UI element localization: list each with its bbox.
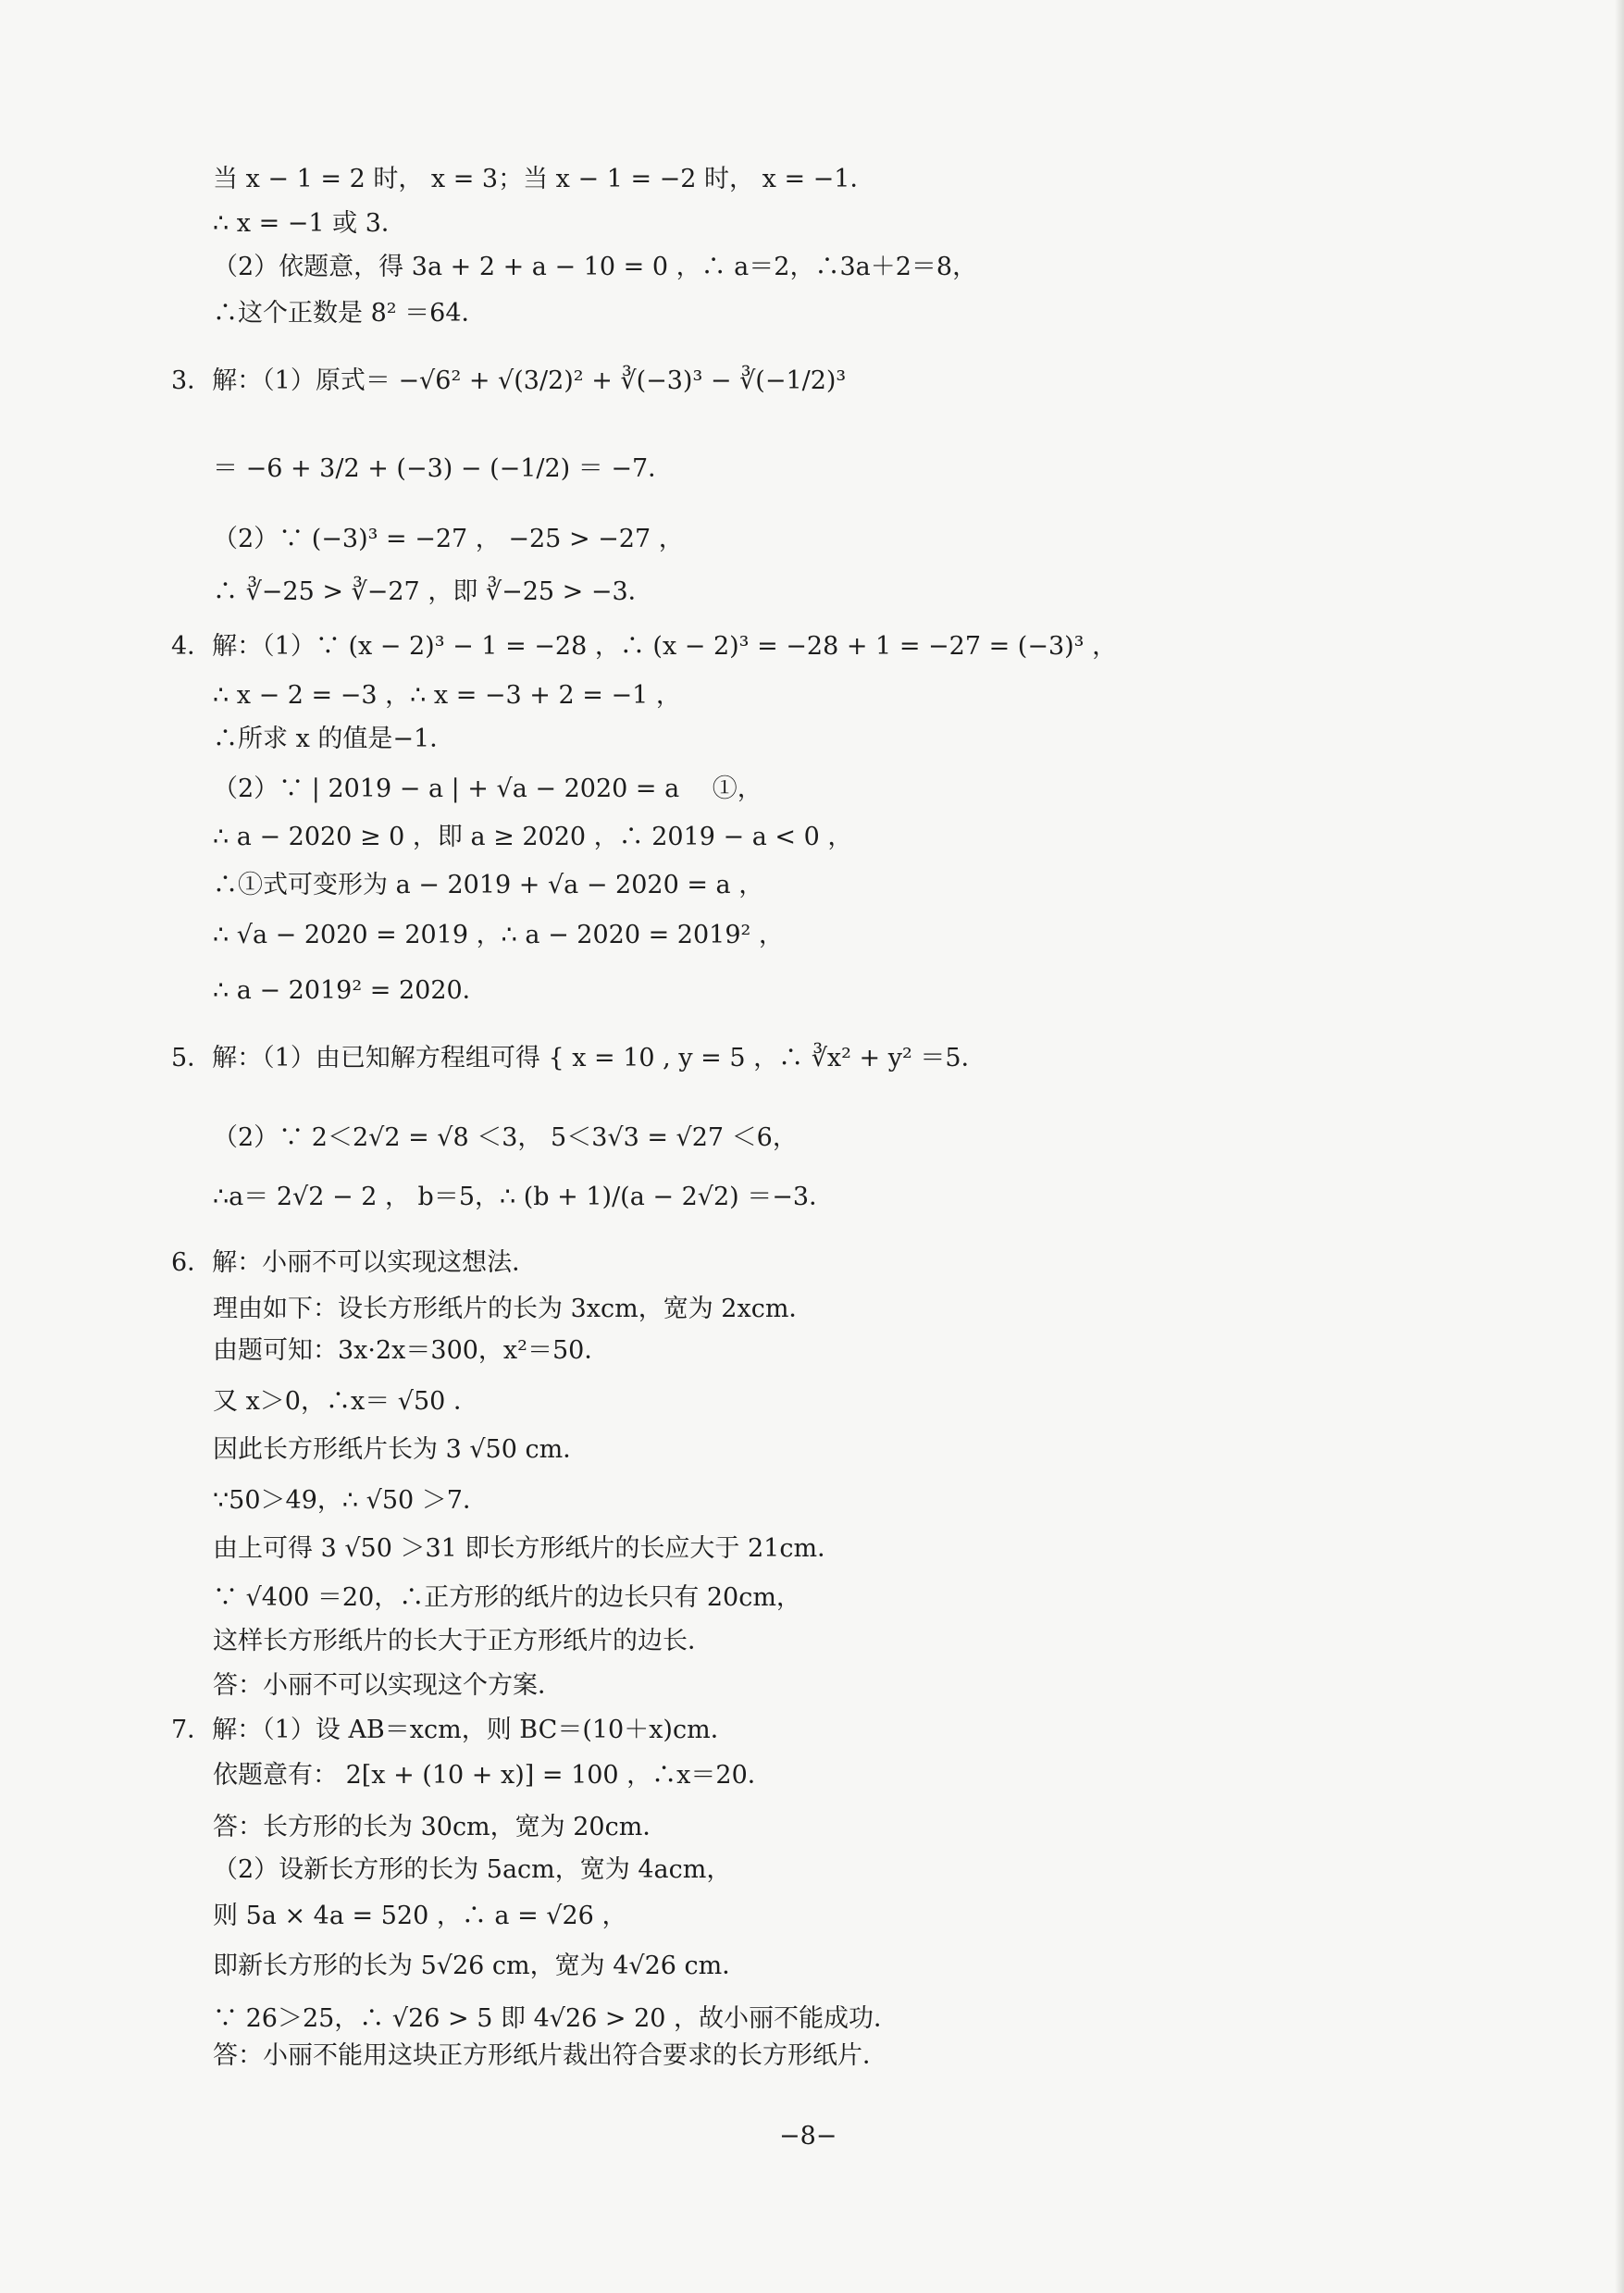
text-line: （2）设新长方形的长为 5acm，宽为 4acm， bbox=[213, 1855, 732, 1884]
text-line: （2）∵ (−3)³ = −27 ， −25 > −27 ， bbox=[213, 525, 684, 553]
text-line: ∴ ∛−25 > ∛−27 ，即 ∛−25 > −3． bbox=[213, 577, 653, 606]
text-line: ∴a＝ 2√2 − 2 ， b＝5，∴ (b + 1)/(a − 2√2) ＝−3． bbox=[213, 1183, 835, 1211]
text-line: 则 5a × 4a = 520 ，∴ a = √26 ， bbox=[213, 1902, 627, 1930]
text-line: 4．解：（1）∵ (x − 2)³ − 1 = −28 ，∴ (x − 2)³ = −28 + 1 = −27 = (−3)³ ， bbox=[171, 632, 1118, 661]
text-line: （2）∵ | 2019 − a | + √a − 2020 = a ①， bbox=[213, 775, 762, 803]
text-line: 由题可知：3x·2x＝300，x²＝50． bbox=[213, 1336, 610, 1365]
text-line: ∴ a − 2019² = 2020． bbox=[213, 976, 488, 1005]
text-line: 这样长方形纸片的长大于正方形纸片的边长． bbox=[213, 1627, 713, 1655]
text-line: 依题意有： 2[x + (10 + x)] = 100 ，∴x＝20． bbox=[213, 1761, 773, 1790]
text-line: ∵ 26＞25，∴ √26 > 5 即 4√26 > 20 ，故小丽不能成功． bbox=[213, 2004, 899, 2033]
text-line: ∵ √400 ＝20，∴正方形的纸片的边长只有 20cm， bbox=[213, 1583, 801, 1612]
text-line: ＝ −6 + 3/2 + (−3) − (−1/2) ＝ −7． bbox=[213, 454, 674, 483]
text-line: ∴ x − 2 = −3 ，∴ x = −3 + 2 = −1 ， bbox=[213, 681, 681, 710]
page-number: −8− bbox=[779, 2122, 837, 2150]
text-line: ∵50＞49，∴ √50 ＞7． bbox=[213, 1486, 488, 1515]
text-line: ∴ a − 2020 ≥ 0 ，即 a ≥ 2020 ，∴ 2019 − a < 0 ， bbox=[213, 823, 853, 851]
text-line: 由上可得 3 √50 ＞31 即长方形纸片的长应大于 21cm． bbox=[213, 1534, 843, 1563]
text-line: 7．解：（1）设 AB＝xcm，则 BC＝(10＋x)cm． bbox=[171, 1716, 736, 1744]
text-line: （2）∵ 2＜2√2 = √8 ＜3， 5＜3√3 = √27 ＜6， bbox=[213, 1123, 798, 1152]
text-line: 理由如下：设长方形纸片的长为 3xcm，宽为 2xcm． bbox=[213, 1295, 814, 1323]
text-line: ∴ √a − 2020 = 2019 ，∴ a − 2020 = 2019² ， bbox=[213, 921, 784, 949]
text-line: 因此长方形纸片长为 3 √50 cm． bbox=[213, 1435, 589, 1464]
text-line: 又 x＞0，∴x＝ √50 ． bbox=[213, 1387, 478, 1416]
text-line: ∴ x = −1 或 3． bbox=[213, 209, 406, 238]
text-line: 答：小丽不可以实现这个方案． bbox=[213, 1671, 563, 1700]
text-line: 当 x − 1 = 2 时， x = 3；当 x − 1 = −2 时， x = −1． bbox=[213, 165, 875, 193]
text-line: ∴所求 x 的值是−1． bbox=[213, 725, 455, 753]
text-line: 3．解：（1）原式＝ −√6² + √(3/2)² + ∛(−3)³ − ∛(−1/2)³ bbox=[171, 366, 847, 395]
text-line: 即新长方形的长为 5√26 cm，宽为 4√26 cm． bbox=[213, 1952, 748, 1980]
text-line: ∴①式可变形为 a − 2019 + √a − 2020 = a ， bbox=[213, 871, 764, 899]
text-line: 答：小丽不能用这块正方形纸片裁出符合要求的长方形纸片． bbox=[213, 2041, 887, 2070]
text-line: （2）依题意，得 3a + 2 + a − 10 = 0 ，∴ a＝2，∴3a＋2＝8， bbox=[213, 253, 978, 281]
text-line: 6．解：小丽不可以实现这想法． bbox=[171, 1248, 538, 1277]
text-line: 5．解：（1）由已知解方程组可得 { x = 10 , y = 5 ，∴ ∛x² + y² ＝5． bbox=[171, 1044, 986, 1072]
text-line: 答：长方形的长为 30cm，宽为 20cm． bbox=[213, 1813, 668, 1841]
text-line: ∴这个正数是 8² ＝64． bbox=[213, 299, 487, 328]
page-edge bbox=[1615, 0, 1624, 2293]
